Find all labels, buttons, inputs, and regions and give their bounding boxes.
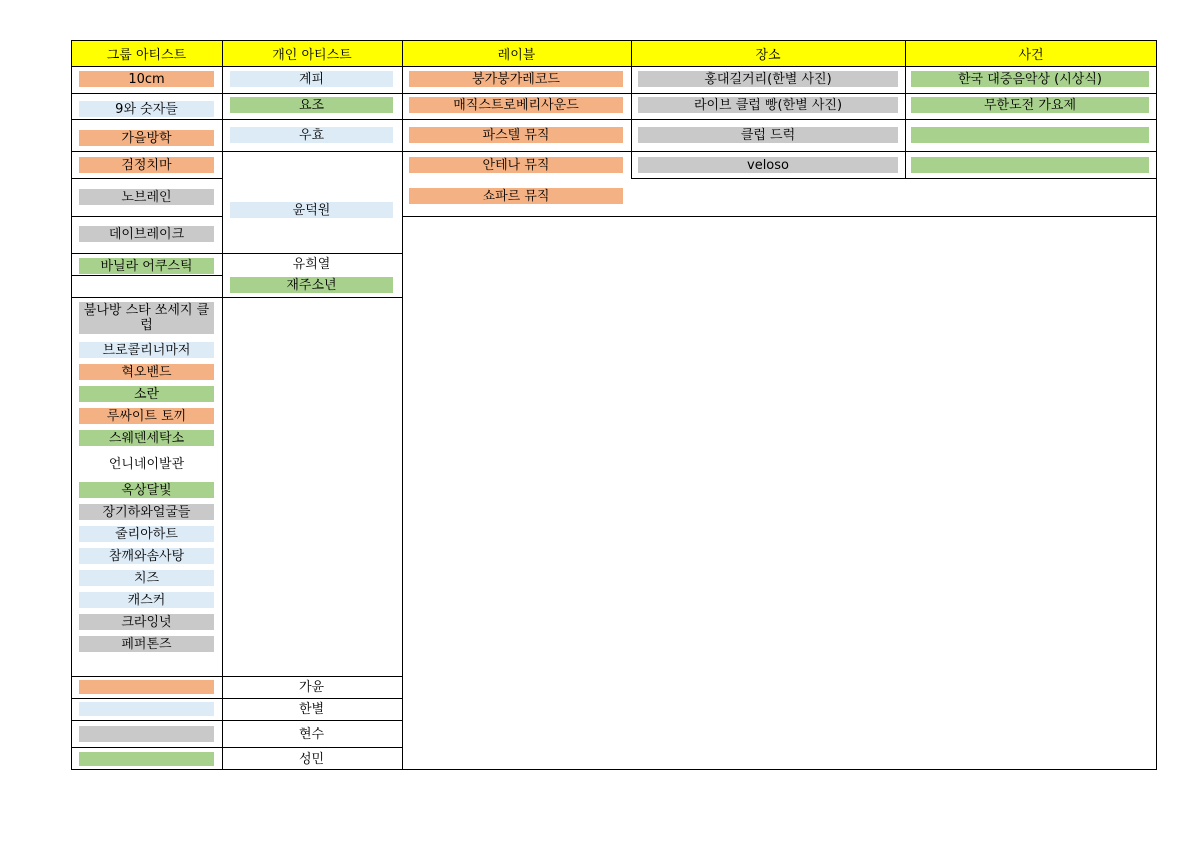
legend-name: 현수 — [298, 726, 325, 742]
group-artist-cell[interactable]: 줄리아하트 — [79, 526, 214, 542]
venue-cell[interactable]: veloso — [638, 157, 898, 173]
row-line — [71, 297, 222, 298]
legend-name: 가윤 — [298, 679, 325, 695]
row-line — [71, 253, 222, 254]
header-label[interactable]: 레이블 — [402, 40, 631, 66]
group-artist-cell[interactable]: 노브레인 — [79, 189, 214, 205]
group-artist-cell[interactable]: 옥상달빛 — [79, 482, 214, 498]
solo-artist-cell[interactable]: 우효 — [230, 127, 393, 143]
group-artist-cell[interactable]: 가을방학 — [79, 130, 214, 146]
group-artist-cell[interactable] — [79, 279, 214, 295]
row-line — [222, 119, 402, 120]
group-artist-cell[interactable]: 소란 — [79, 386, 214, 402]
header-group-artists[interactable]: 그룹 아티스트 — [71, 40, 222, 66]
group-artist-cell[interactable]: 캐스커 — [79, 592, 214, 608]
header-event[interactable]: 사건 — [905, 40, 1157, 66]
border-top — [71, 40, 1157, 41]
border-bottom — [71, 769, 1157, 770]
row-line — [71, 93, 222, 94]
group-artist-cell[interactable]: 9와 숫자들 — [79, 101, 214, 117]
event-cell[interactable]: 무한도전 가요제 — [911, 97, 1149, 113]
row-line — [222, 297, 402, 298]
venue-cell[interactable]: 홍대길거리(한별 사진) — [638, 71, 898, 87]
legend-swatch[interactable] — [79, 680, 214, 694]
col-line — [222, 40, 223, 770]
group-artist-cell[interactable]: 혁오밴드 — [79, 364, 214, 380]
border-right — [1156, 40, 1157, 770]
solo-artist-cell[interactable]: 유희열 — [292, 256, 331, 272]
col-line — [631, 40, 632, 178]
row-line — [402, 119, 1157, 120]
group-artist-cell[interactable]: 검정치마 — [79, 157, 214, 173]
row-line — [71, 747, 402, 748]
header-venue[interactable]: 장소 — [631, 40, 905, 66]
row-line — [402, 151, 1157, 152]
label-cell[interactable]: 파스텔 뮤직 — [409, 127, 623, 143]
group-artist-cell[interactable]: 데이브레이크 — [79, 226, 214, 242]
row-line — [631, 178, 1157, 179]
legend-name: 한별 — [298, 701, 325, 717]
group-artist-cell[interactable] — [79, 658, 214, 674]
group-artist-cell[interactable]: 브로콜리너마저 — [79, 342, 214, 358]
solo-artist-cell[interactable]: 재주소년 — [230, 277, 393, 293]
row-line — [71, 119, 222, 120]
group-artist-cell[interactable]: 치즈 — [79, 570, 214, 586]
row-line — [402, 216, 1157, 217]
label-cell[interactable]: 안테나 뮤직 — [409, 157, 623, 173]
group-artist-cell[interactable]: 참깨와솜사탕 — [79, 548, 214, 564]
header-solo-artists[interactable]: 개인 아티스트 — [222, 40, 402, 66]
spreadsheet — [71, 40, 1157, 770]
row-line — [71, 720, 402, 721]
group-artist-cell[interactable]: 페퍼톤즈 — [79, 636, 214, 652]
row-line — [71, 66, 1157, 67]
row-line — [402, 93, 1157, 94]
solo-artist-cell[interactable]: 계피 — [230, 71, 393, 87]
row-line — [222, 253, 402, 254]
label-cell[interactable]: 쇼파르 뮤직 — [409, 188, 623, 204]
row-line — [71, 151, 222, 152]
group-artist-cell[interactable]: 바닐라 어쿠스틱 — [79, 258, 214, 274]
row-line — [222, 93, 402, 94]
group-artist-cell[interactable]: 불나방 스타 쏘세지 클럽 — [79, 302, 214, 334]
row-line — [222, 151, 402, 152]
legend-swatch[interactable] — [79, 726, 214, 742]
event-cell[interactable] — [911, 157, 1149, 173]
solo-artist-cell[interactable]: 윤덕원 — [230, 202, 393, 218]
event-cell[interactable] — [911, 127, 1149, 143]
group-artist-cell[interactable]: 크라잉넛 — [79, 614, 214, 630]
col-line — [905, 40, 906, 178]
label-cell[interactable]: 매직스트로베리사운드 — [409, 97, 623, 113]
group-artist-cell[interactable]: 루싸이트 토끼 — [79, 408, 214, 424]
col-line — [402, 40, 403, 770]
row-line — [71, 178, 222, 179]
legend-swatch[interactable] — [79, 702, 214, 716]
solo-artist-cell[interactable]: 요조 — [230, 97, 393, 113]
legend-swatch[interactable] — [79, 752, 214, 766]
border-left — [71, 40, 72, 770]
legend-name: 성민 — [298, 751, 325, 767]
label-cell[interactable]: 붕가붕가레코드 — [409, 71, 623, 87]
row-line — [71, 676, 402, 677]
venue-cell[interactable]: 클럽 드럭 — [638, 127, 898, 143]
group-artist-cell[interactable]: 언니네이발관 — [108, 456, 185, 472]
row-line — [71, 698, 402, 699]
group-artist-cell[interactable]: 스웨덴세탁소 — [79, 430, 214, 446]
row-line — [71, 275, 222, 276]
group-artist-cell[interactable]: 장기하와얼굴들 — [79, 504, 214, 520]
row-line — [71, 216, 222, 217]
event-cell[interactable]: 한국 대중음악상 (시상식) — [911, 71, 1149, 87]
venue-cell[interactable]: 라이브 클럽 빵(한별 사진) — [638, 97, 898, 113]
group-artist-cell[interactable]: 10cm — [79, 71, 214, 87]
